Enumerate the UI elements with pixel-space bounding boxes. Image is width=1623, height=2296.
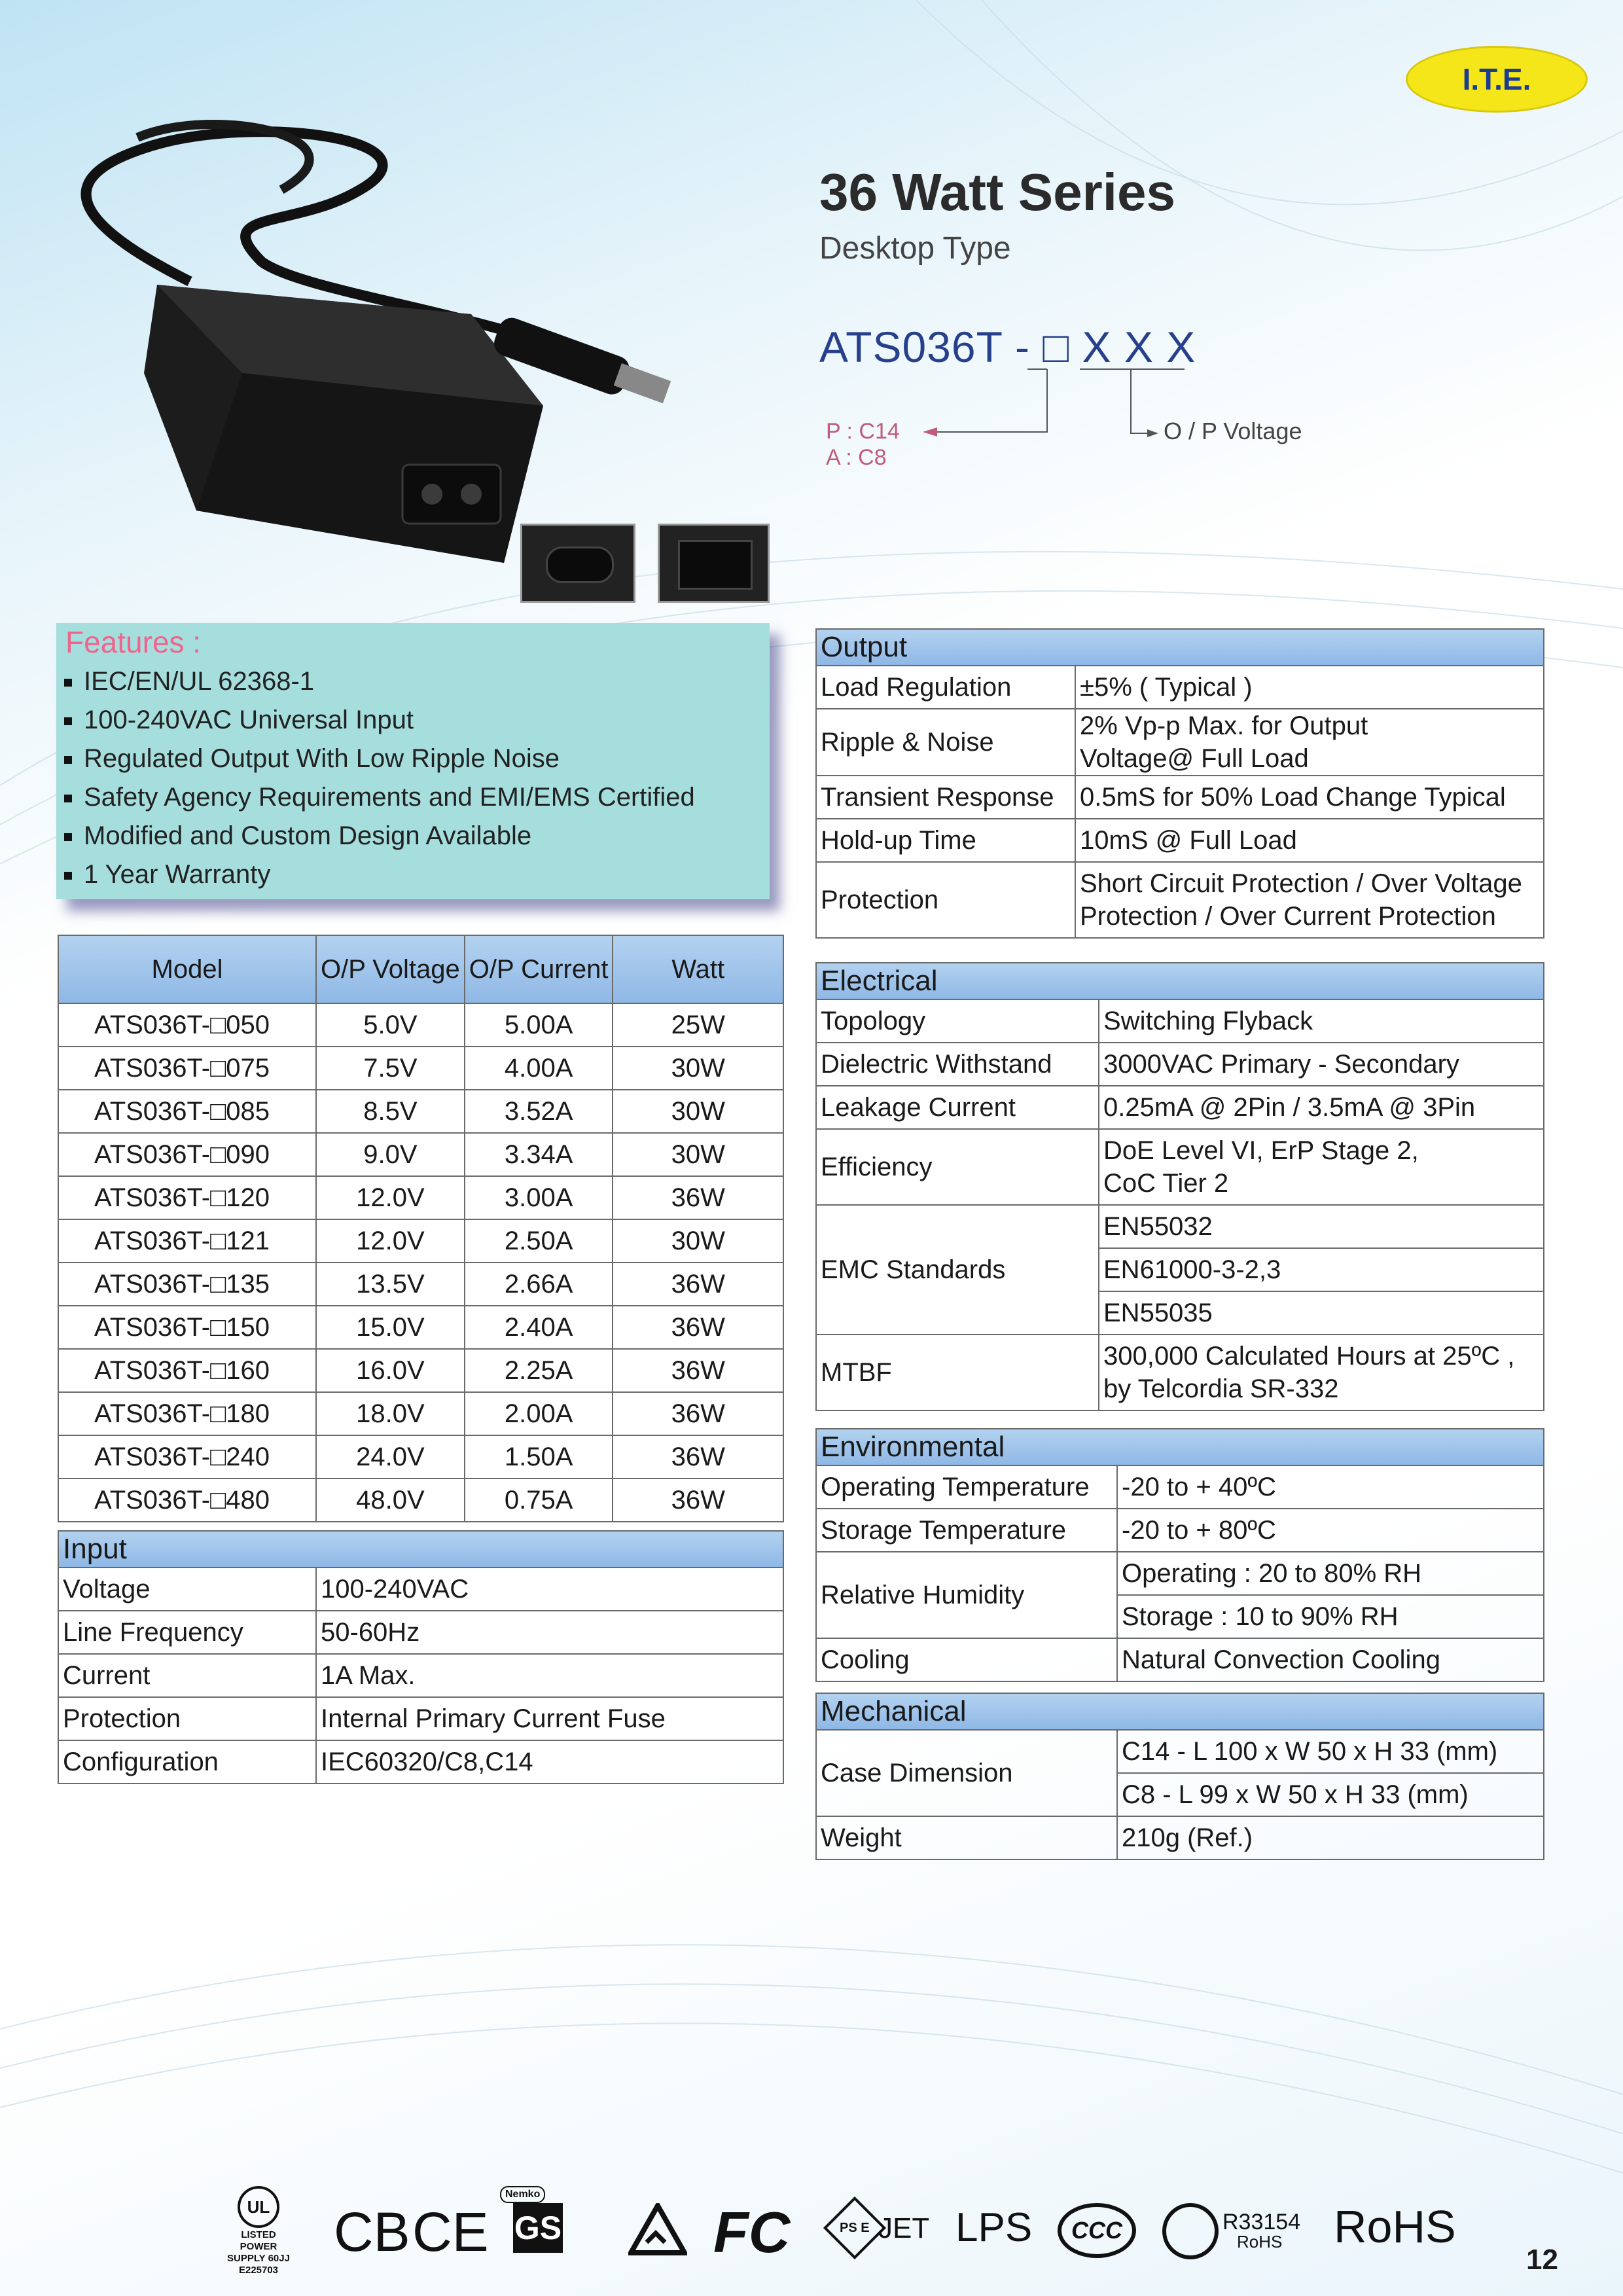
ul-listed-logo: UL LISTED POWER SUPPLY 60JJ E225703 (209, 2186, 308, 2276)
col-header-current: O/P Current (465, 935, 613, 1003)
spec-label: Configuration (58, 1740, 316, 1784)
model-cell: ATS036T-□180 (58, 1392, 316, 1435)
option-a: A : C8 (826, 445, 887, 470)
spec-label: Cooling (816, 1638, 1117, 1681)
option-p: P : C14 (826, 419, 900, 444)
voltage-cell: 12.0V (316, 1176, 465, 1219)
table-row (58, 1306, 783, 1349)
voltage-cell: 8.5V (316, 1090, 465, 1133)
ccc-logo: CCC (1058, 2203, 1136, 2258)
rcm-logo (628, 2203, 687, 2255)
spec-value: IEC60320/C8,C14 (316, 1740, 783, 1784)
model-cell: ATS036T-□480 (58, 1479, 316, 1522)
watt-cell: 36W (613, 1435, 783, 1479)
spec-value: C14 - L 100 x W 50 x H 33 (mm) (1117, 1730, 1544, 1773)
spec-label: Operating Temperature (816, 1465, 1117, 1509)
watt-cell: 30W (613, 1219, 783, 1263)
spec-value: -20 to + 80ºC (1117, 1509, 1544, 1552)
spec-value: Storage : 10 to 90% RH (1117, 1595, 1544, 1638)
current-cell: 3.34A (465, 1133, 613, 1176)
certification-logos (209, 2186, 1486, 2276)
features-list (64, 662, 695, 894)
spec-label: Case Dimension (816, 1730, 1117, 1816)
table-row (58, 1611, 783, 1654)
watt-cell: 30W (613, 1133, 783, 1176)
voltage-cell: 16.0V (316, 1349, 465, 1392)
table-row (58, 1176, 783, 1219)
spec-value: 0.25mA @ 2Pin / 3.5mA @ 3Pin (1099, 1086, 1544, 1129)
electrical-table (815, 962, 1544, 1411)
spec-value: 210g (Ref.) (1117, 1816, 1544, 1859)
spec-value: EN55032 (1099, 1205, 1544, 1248)
spec-label: Relative Humidity (816, 1552, 1117, 1638)
lps-logo: LPS (955, 2205, 1033, 2250)
feature-item: 100-240VAC Universal Input (64, 701, 695, 740)
spec-value: 2% Vp-p Max. for Output Voltage@ Full Load (1075, 709, 1544, 776)
spec-value: EN55035 (1099, 1291, 1544, 1335)
environmental-table (815, 1428, 1544, 1682)
table-row (58, 1392, 783, 1435)
bullet-icon (64, 833, 72, 841)
output-heading: Output (816, 629, 1544, 666)
spec-value: EN61000-3-2,3 (1099, 1248, 1544, 1291)
model-cell: ATS036T-□240 (58, 1435, 316, 1479)
watt-cell: 36W (613, 1392, 783, 1435)
spec-label: Weight (816, 1816, 1117, 1859)
page-subtitle: Desktop Type (819, 231, 1011, 266)
watt-cell: 36W (613, 1306, 783, 1349)
mechanical-table (815, 1693, 1544, 1860)
ce-logo: CE (412, 2201, 489, 2263)
voltage-cell: 24.0V (316, 1435, 465, 1479)
op-voltage-label: O / P Voltage (1164, 418, 1302, 444)
current-cell: 5.00A (465, 1003, 613, 1047)
spec-value: 50-60Hz (316, 1611, 783, 1654)
model-cell: ATS036T-□150 (58, 1306, 316, 1349)
feature-item: 1 Year Warranty (64, 855, 695, 894)
table-row (58, 1349, 783, 1392)
feature-item: Regulated Output With Low Ripple Noise (64, 740, 695, 778)
model-cell: ATS036T-□050 (58, 1003, 316, 1047)
current-cell: 2.40A (465, 1306, 613, 1349)
current-cell: 4.00A (465, 1047, 613, 1090)
nemko-gs-logo: Nemko GS (500, 2186, 565, 2258)
col-header-watt: Watt (613, 935, 783, 1003)
spec-label: MTBF (816, 1335, 1099, 1410)
watt-cell: 36W (613, 1176, 783, 1219)
page-number: 12 (1526, 2244, 1558, 2276)
spec-value: DoE Level VI, ErP Stage 2, CoC Tier 2 (1099, 1129, 1544, 1205)
feature-item: IEC/EN/UL 62368-1 (64, 662, 695, 701)
jet-logo: JET (878, 2212, 930, 2244)
table-row (58, 1740, 783, 1784)
table-row (58, 1003, 783, 1047)
fc-logo: FC (713, 2200, 791, 2265)
current-cell: 0.75A (465, 1479, 613, 1522)
watt-cell: 36W (613, 1479, 783, 1522)
spec-label: Protection (816, 862, 1075, 938)
table-row (58, 1263, 783, 1306)
spec-value: 3000VAC Primary - Secondary (1099, 1043, 1544, 1086)
current-cell: 2.25A (465, 1349, 613, 1392)
spec-label: Voltage (58, 1568, 316, 1611)
model-cell: ATS036T-□120 (58, 1176, 316, 1219)
spec-value: Internal Primary Current Fuse (316, 1697, 783, 1740)
bullet-icon (64, 679, 72, 687)
spec-value: 0.5mS for 50% Load Change Typical (1075, 776, 1544, 819)
page-title: 36 Watt Series (819, 163, 1175, 221)
col-header-voltage: O/P Voltage (316, 935, 465, 1003)
current-cell: 2.66A (465, 1263, 613, 1306)
model-cell: ATS036T-□135 (58, 1263, 316, 1306)
table-row (58, 1435, 783, 1479)
spec-label: Storage Temperature (816, 1509, 1117, 1552)
voltage-cell: 12.0V (316, 1219, 465, 1263)
electrical-heading: Electrical (816, 963, 1544, 999)
spec-label: Leakage Current (816, 1086, 1099, 1129)
spec-value: C8 - L 99 x W 50 x H 33 (mm) (1117, 1773, 1544, 1816)
voltage-cell: 5.0V (316, 1003, 465, 1047)
spec-value: 300,000 Calculated Hours at 25ºC , by Telcordia SR-332 (1099, 1335, 1544, 1410)
watt-cell: 30W (613, 1090, 783, 1133)
table-row (58, 1479, 783, 1522)
model-cell: ATS036T-□090 (58, 1133, 316, 1176)
spec-value: Switching Flyback (1099, 999, 1544, 1043)
current-cell: 2.50A (465, 1219, 613, 1263)
model-cell: ATS036T-□121 (58, 1219, 316, 1263)
voltage-cell: 18.0V (316, 1392, 465, 1435)
model-cell: ATS036T-□075 (58, 1047, 316, 1090)
bullet-icon (64, 756, 72, 764)
rohs-logo: RoHS (1334, 2201, 1456, 2252)
feature-item: Safety Agency Requirements and EMI/EMS Certified (64, 778, 695, 817)
spec-label: Dielectric Withstand (816, 1043, 1099, 1086)
spec-label: Ripple & Noise (816, 709, 1075, 776)
ite-badge: I.T.E. (1406, 46, 1588, 113)
current-cell: 2.00A (465, 1392, 613, 1435)
voltage-cell: 9.0V (316, 1133, 465, 1176)
spec-value: Operating : 20 to 80% RH (1117, 1552, 1544, 1595)
spec-label: Current (58, 1654, 316, 1697)
bullet-icon (64, 872, 72, 880)
spec-value: 100-240VAC (316, 1568, 783, 1611)
spec-label: Line Frequency (58, 1611, 316, 1654)
spec-label: EMC Standards (816, 1205, 1099, 1335)
feature-item: Modified and Custom Design Available (64, 817, 695, 855)
watt-cell: 30W (613, 1047, 783, 1090)
spec-value: 1A Max. (316, 1654, 783, 1697)
current-cell: 3.00A (465, 1176, 613, 1219)
col-header-model: Model (58, 935, 316, 1003)
table-row (58, 1219, 783, 1263)
features-heading: Features : (65, 625, 202, 659)
model-table (58, 935, 784, 1522)
table-row (58, 1654, 783, 1697)
table-row (58, 1568, 783, 1611)
c14-connector-photo (658, 524, 770, 603)
table-row (58, 1697, 783, 1740)
table-row (58, 1090, 783, 1133)
model-cell: ATS036T-□085 (58, 1090, 316, 1133)
bsmi-number: R33154 RoHS (1222, 2210, 1301, 2251)
model-cell: ATS036T-□160 (58, 1349, 316, 1392)
cb-logo: CB (334, 2201, 410, 2263)
watt-cell: 36W (613, 1263, 783, 1306)
spec-label: Efficiency (816, 1129, 1099, 1205)
input-table (58, 1530, 784, 1784)
spec-value: Natural Convection Cooling (1117, 1638, 1544, 1681)
spec-value: ±5% ( Typical ) (1075, 666, 1544, 709)
environmental-heading: Environmental (816, 1429, 1544, 1465)
c8-connector-photo (520, 524, 635, 603)
spec-value: Short Circuit Protection / Over Voltage Protection / Over Current Protection (1075, 862, 1544, 938)
bullet-icon (64, 795, 72, 802)
voltage-cell: 48.0V (316, 1479, 465, 1522)
voltage-cell: 15.0V (316, 1306, 465, 1349)
table-row (58, 1133, 783, 1176)
current-cell: 3.52A (465, 1090, 613, 1133)
spec-label: Protection (58, 1697, 316, 1740)
mechanical-heading: Mechanical (816, 1693, 1544, 1730)
model-code: ATS036T - □ X X X (819, 323, 1196, 371)
current-cell: 1.50A (465, 1435, 613, 1479)
output-table (815, 628, 1544, 939)
spec-label: Load Regulation (816, 666, 1075, 709)
spec-label: Topology (816, 999, 1099, 1043)
spec-value: -20 to + 40ºC (1117, 1465, 1544, 1509)
spec-label: Transient Response (816, 776, 1075, 819)
input-heading: Input (58, 1531, 783, 1568)
watt-cell: 25W (613, 1003, 783, 1047)
spec-value: 10mS @ Full Load (1075, 819, 1544, 862)
features-box (56, 623, 770, 899)
voltage-cell: 13.5V (316, 1263, 465, 1306)
watt-cell: 36W (613, 1349, 783, 1392)
pse-logo: PS E (823, 2197, 886, 2259)
bullet-icon (64, 717, 72, 725)
voltage-cell: 7.5V (316, 1047, 465, 1090)
table-row (58, 1047, 783, 1090)
bsmi-logo (1162, 2203, 1219, 2259)
spec-label: Hold-up Time (816, 819, 1075, 862)
